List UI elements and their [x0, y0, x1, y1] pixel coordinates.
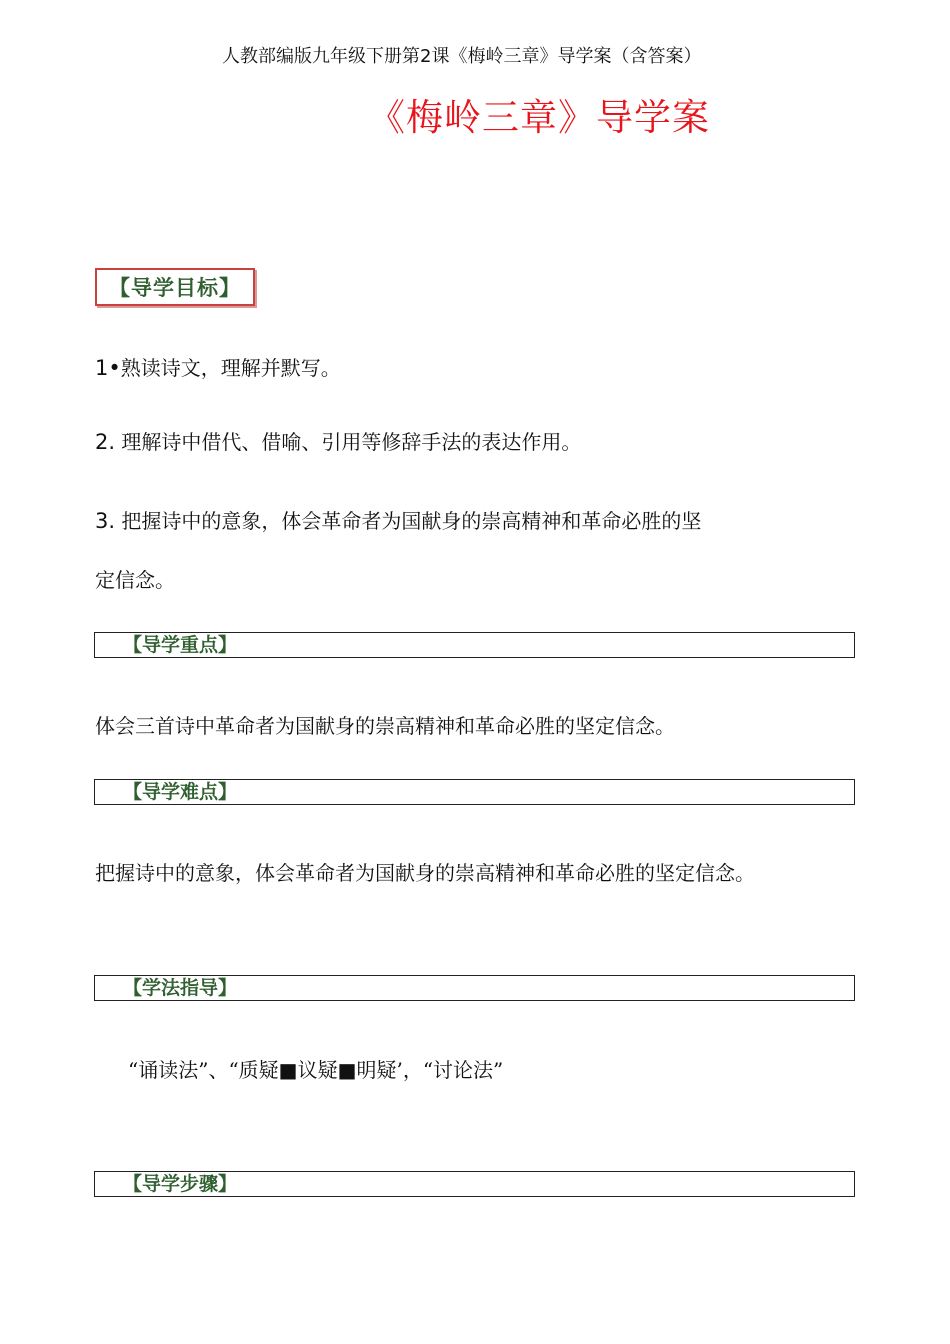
steps-heading: 【导学步骤】 — [94, 1171, 855, 1197]
goal-item-2 — [95, 428, 581, 456]
goal-text: 熟读诗文，理解并默写。 — [120, 356, 341, 380]
difficulty-text: 把握诗中的意象，体会革命者为国献身的崇高精神和革命必胜的坚定信念。 — [95, 861, 755, 885]
method-text: “诵读法”、“质疑■议疑■明疑’，“讨论法” — [128, 1058, 504, 1082]
method-heading: 【学法指导】 — [94, 975, 855, 1001]
goal-number: 2. — [95, 430, 116, 454]
goal-item-3-continued: 定信念。 — [95, 568, 175, 592]
goal-text: 理解诗中借代、借喻、引用等修辞手法的表达作用。 — [115, 430, 582, 454]
goal-item-3 — [95, 507, 701, 535]
difficulty-heading: 【导学难点】 — [94, 779, 855, 805]
goals-heading: 【导学目标】 — [95, 268, 255, 306]
goal-number: 3. — [95, 509, 116, 533]
focus-text: 体会三首诗中革命者为国献身的崇高精神和革命必胜的坚定信念。 — [95, 714, 675, 738]
main-title: 《梅岭三章》导学案 — [368, 96, 710, 139]
document-title: 人教部编版九年级下册第2课《梅岭三章》导学案（含答案） — [222, 46, 702, 67]
goal-item-1 — [95, 354, 341, 382]
goal-text: 把握诗中的意象，体会革命者为国献身的崇高精神和革命必胜的坚 — [115, 509, 702, 533]
goal-number: 1• — [95, 356, 121, 380]
focus-heading: 【导学重点】 — [94, 632, 855, 658]
